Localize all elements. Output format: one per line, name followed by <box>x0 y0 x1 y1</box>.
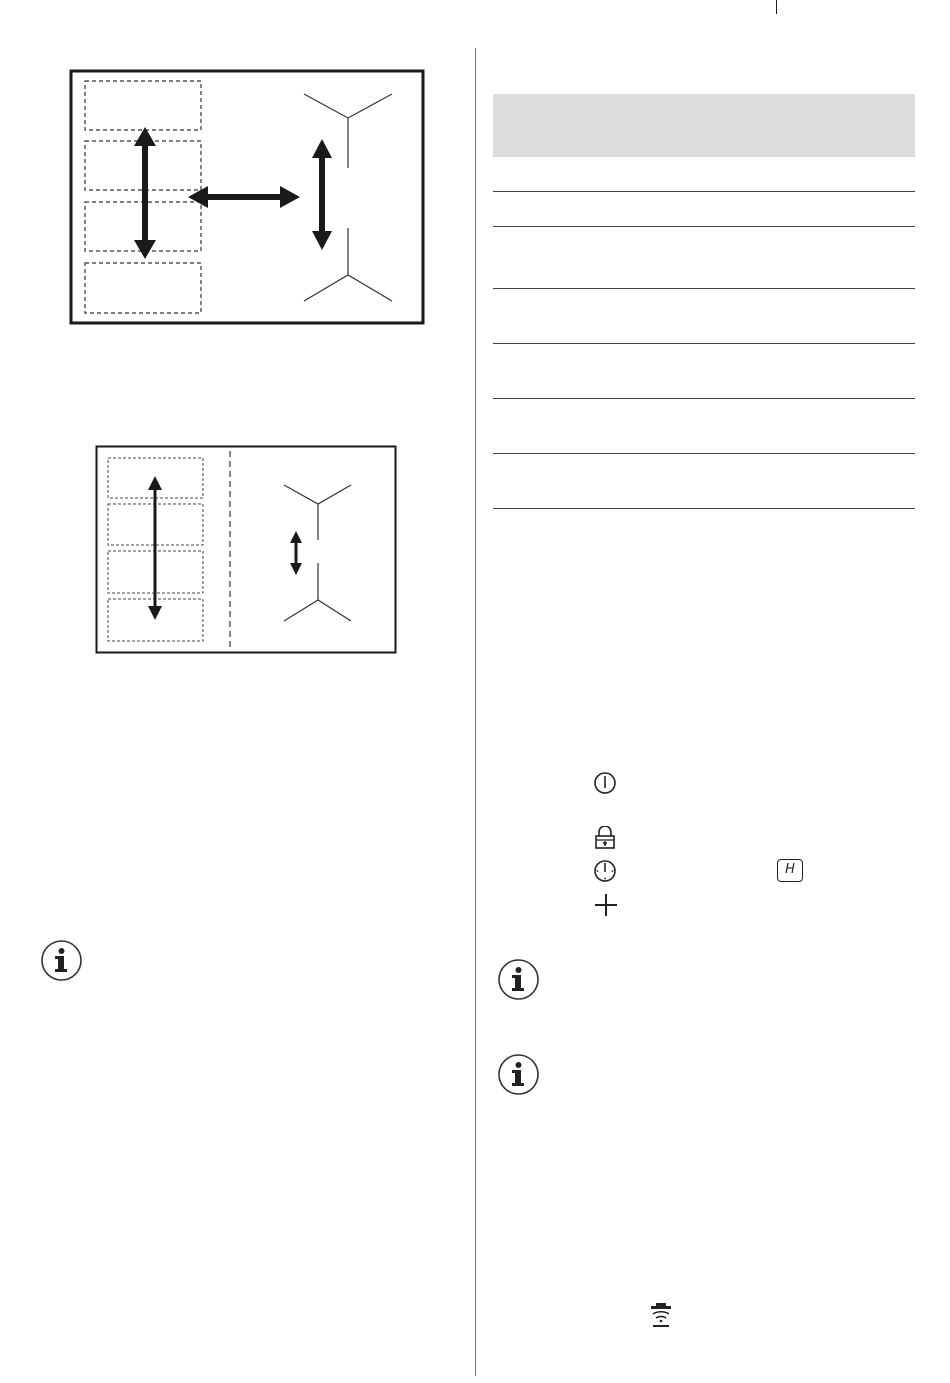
power-icon <box>593 771 617 795</box>
hob-diagram-large <box>68 68 426 326</box>
double-arrow <box>188 186 300 208</box>
lock-icon <box>594 826 616 850</box>
table-row-divider <box>493 453 915 454</box>
info-icon <box>40 939 83 982</box>
table-header <box>493 94 915 157</box>
plus-icon <box>594 893 618 917</box>
double-arrow <box>312 139 332 250</box>
info-icon <box>497 958 540 1001</box>
hob-diagram-small <box>95 445 397 654</box>
hob-diagram-small-svg <box>95 445 397 654</box>
top-rule <box>776 0 777 14</box>
table-row-divider <box>493 288 915 289</box>
hob-hood-icon <box>650 1302 672 1328</box>
display-h-symbol: H <box>777 859 803 882</box>
table-row-divider <box>493 508 915 509</box>
double-arrow <box>134 127 156 259</box>
table-row-divider <box>493 343 915 344</box>
column-divider <box>475 48 476 1376</box>
timer-icon <box>593 859 617 883</box>
hob-diagram-large-svg <box>68 68 426 326</box>
table-row-divider <box>493 226 915 227</box>
table-row-divider <box>493 191 915 192</box>
pan-outline <box>304 94 392 301</box>
double-arrow <box>290 531 302 575</box>
info-icon <box>497 1053 540 1096</box>
pan-outline <box>284 485 351 621</box>
table-row-divider <box>493 398 915 399</box>
